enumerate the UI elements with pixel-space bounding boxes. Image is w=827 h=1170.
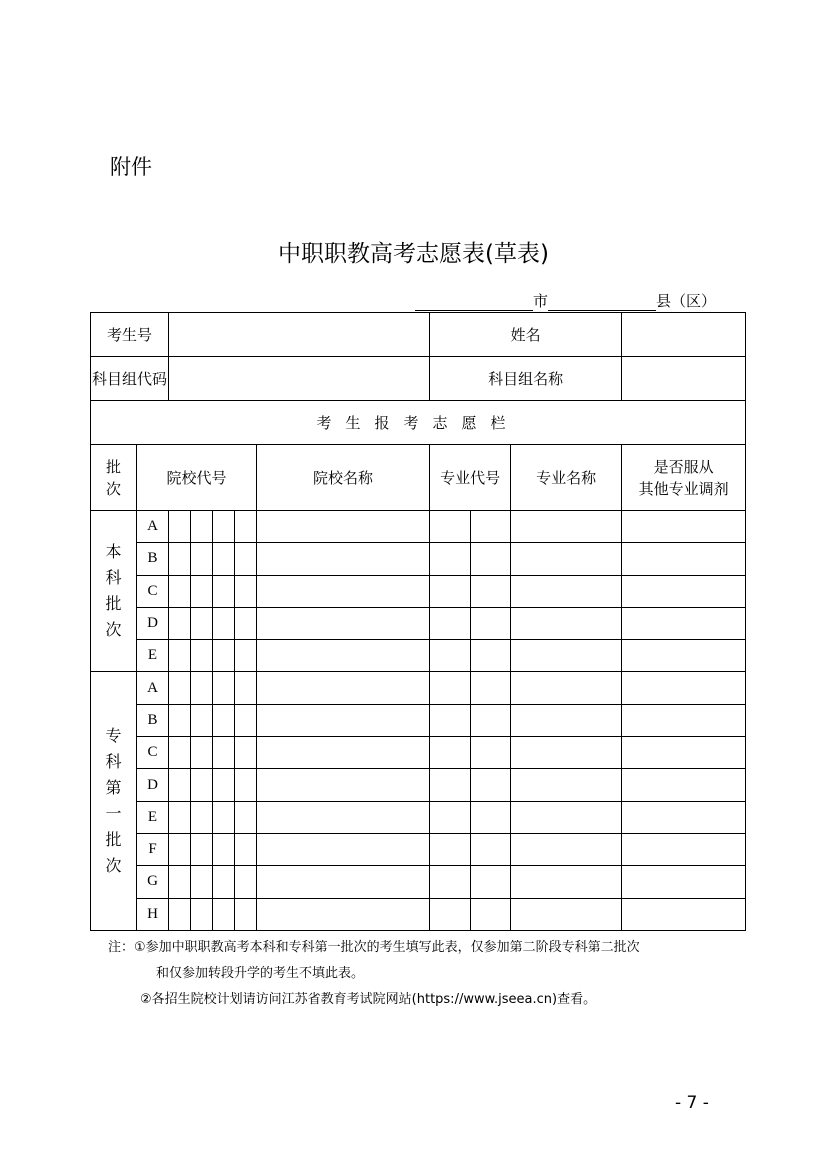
school-code-digit[interactable] <box>169 607 191 639</box>
adjust-header-line2: 其他专业调剂 <box>638 479 729 498</box>
major-name-cell[interactable] <box>511 737 622 769</box>
major-name-cell[interactable] <box>511 833 622 865</box>
school-code-digit[interactable] <box>213 737 235 769</box>
major-code-digit[interactable] <box>430 737 471 769</box>
note-line-1: 注：①参加中职职教高考本科和专科第一批次的考生填写此表，仅参加第二阶段专科第二批次 <box>108 940 640 955</box>
school-code-digit[interactable] <box>235 801 257 833</box>
batch-row <box>91 898 746 930</box>
major-name-header: 专业名称 <box>511 445 622 511</box>
choice-letter: C <box>137 575 169 607</box>
school-code-digit[interactable] <box>213 704 235 736</box>
major-name-cell[interactable] <box>511 640 622 672</box>
batch-row <box>91 672 746 704</box>
note-line-2: 和仅参加转段升学的考生不填此表。 <box>156 966 365 981</box>
school-code-digit[interactable] <box>235 704 257 736</box>
school-code-digit[interactable] <box>191 704 213 736</box>
school-code-digit[interactable] <box>169 898 191 930</box>
school-code-digit[interactable] <box>191 833 213 865</box>
school-name-cell[interactable] <box>257 607 430 639</box>
major-name-cell[interactable] <box>511 575 622 607</box>
subject-group-code-label: 科目组代码 <box>91 357 169 401</box>
major-code-digit[interactable] <box>430 672 471 704</box>
subject-group-name-field[interactable] <box>622 357 746 401</box>
school-code-digit[interactable] <box>191 769 213 801</box>
major-code-digit[interactable] <box>430 640 471 672</box>
school-name-cell[interactable] <box>257 801 430 833</box>
school-code-digit[interactable] <box>191 511 213 543</box>
school-code-digit[interactable] <box>191 672 213 704</box>
school-code-digit[interactable] <box>213 575 235 607</box>
notes <box>108 935 640 1013</box>
school-code-digit[interactable] <box>169 543 191 575</box>
school-code-digit[interactable] <box>235 543 257 575</box>
school-code-digit[interactable] <box>191 898 213 930</box>
batch-label: 本科批次 <box>91 511 137 672</box>
major-code-digit[interactable] <box>471 607 511 639</box>
choice-letter: H <box>137 898 169 930</box>
school-code-digit[interactable] <box>235 672 257 704</box>
major-code-digit[interactable] <box>430 833 471 865</box>
adjust-cell[interactable] <box>622 866 746 898</box>
school-code-digit[interactable] <box>169 737 191 769</box>
major-code-digit[interactable] <box>430 575 471 607</box>
major-code-digit[interactable] <box>430 511 471 543</box>
major-code-digit[interactable] <box>471 640 511 672</box>
school-code-digit[interactable] <box>169 801 191 833</box>
school-name-cell[interactable] <box>257 640 430 672</box>
batch-row <box>91 607 746 639</box>
school-code-digit[interactable] <box>235 607 257 639</box>
form-title: 中职职教高考志愿表(草表) <box>278 241 549 267</box>
exam-number-label: 考生号 <box>91 313 169 357</box>
school-code-digit[interactable] <box>213 866 235 898</box>
school-name-cell[interactable] <box>257 866 430 898</box>
name-label: 姓名 <box>430 313 622 357</box>
county-suffix: 县（区） <box>656 292 717 310</box>
adjust-cell[interactable] <box>622 575 746 607</box>
school-code-digit[interactable] <box>169 672 191 704</box>
application-form-table <box>90 312 746 931</box>
adjust-cell[interactable] <box>622 898 746 930</box>
region-line <box>415 290 716 311</box>
column-header-row <box>91 445 746 511</box>
major-code-digit[interactable] <box>430 704 471 736</box>
school-name-cell[interactable] <box>257 543 430 575</box>
batch-row <box>91 866 746 898</box>
major-code-digit[interactable] <box>471 672 511 704</box>
major-code-digit[interactable] <box>430 543 471 575</box>
school-code-digit[interactable] <box>169 640 191 672</box>
major-code-digit[interactable] <box>471 801 511 833</box>
exam-number-field[interactable] <box>169 313 430 357</box>
adjust-header-line1: 是否服从 <box>653 457 714 476</box>
school-code-digit[interactable] <box>191 607 213 639</box>
school-code-digit[interactable] <box>213 511 235 543</box>
major-code-header: 专业代号 <box>430 445 511 511</box>
batch-label: 专科第一批次 <box>91 672 137 930</box>
choice-letter: A <box>137 511 169 543</box>
major-code-digit[interactable] <box>430 801 471 833</box>
adjust-cell[interactable] <box>622 511 746 543</box>
school-code-digit[interactable] <box>213 640 235 672</box>
school-code-digit[interactable] <box>213 833 235 865</box>
batch-row <box>91 769 746 801</box>
school-code-digit[interactable] <box>235 640 257 672</box>
city-suffix: 市 <box>533 292 549 310</box>
choice-letter: E <box>137 640 169 672</box>
school-code-digit[interactable] <box>213 801 235 833</box>
school-name-cell[interactable] <box>257 833 430 865</box>
school-code-digit[interactable] <box>191 866 213 898</box>
major-code-digit[interactable] <box>471 511 511 543</box>
major-code-digit[interactable] <box>430 769 471 801</box>
batch-row <box>91 833 746 865</box>
county-blank[interactable] <box>548 294 656 311</box>
batch-row <box>91 575 746 607</box>
school-name-cell[interactable] <box>257 575 430 607</box>
adjust-cell[interactable] <box>622 543 746 575</box>
school-code-digit[interactable] <box>213 607 235 639</box>
subject-group-code-field[interactable] <box>169 357 430 401</box>
school-code-digit[interactable] <box>235 511 257 543</box>
adjust-cell[interactable] <box>622 737 746 769</box>
school-code-digit[interactable] <box>169 833 191 865</box>
school-code-digit[interactable] <box>235 866 257 898</box>
major-name-cell[interactable] <box>511 704 622 736</box>
adjust-cell[interactable] <box>622 607 746 639</box>
major-code-digit[interactable] <box>430 607 471 639</box>
batch-row <box>91 640 746 672</box>
adjust-cell[interactable] <box>622 640 746 672</box>
school-code-header: 院校代号 <box>137 445 257 511</box>
school-name-cell[interactable] <box>257 672 430 704</box>
major-code-digit[interactable] <box>471 575 511 607</box>
choice-letter: C <box>137 737 169 769</box>
note-line-3: ②各招生院校计划请访问江苏省教育考试院网站(https://www.jseea.cn)查看。 <box>140 992 597 1007</box>
choice-letter: A <box>137 672 169 704</box>
school-code-digit[interactable] <box>169 769 191 801</box>
page-number: - 7 - <box>675 1093 709 1113</box>
school-code-digit[interactable] <box>213 672 235 704</box>
choice-letter: G <box>137 866 169 898</box>
school-code-digit[interactable] <box>191 737 213 769</box>
school-code-digit[interactable] <box>235 737 257 769</box>
school-code-digit[interactable] <box>169 575 191 607</box>
subject-group-name-label: 科目组名称 <box>430 357 622 401</box>
adjust-header <box>622 445 746 511</box>
school-code-digit[interactable] <box>169 511 191 543</box>
school-code-digit[interactable] <box>169 704 191 736</box>
adjust-cell[interactable] <box>622 769 746 801</box>
batch-row <box>91 801 746 833</box>
major-name-cell[interactable] <box>511 801 622 833</box>
attachment-label: 附件 <box>110 155 152 179</box>
major-code-digit[interactable] <box>471 898 511 930</box>
school-name-cell[interactable] <box>257 769 430 801</box>
school-code-digit[interactable] <box>191 543 213 575</box>
choice-letter: E <box>137 801 169 833</box>
major-name-cell[interactable] <box>511 607 622 639</box>
choice-letter: B <box>137 543 169 575</box>
batch-row <box>91 737 746 769</box>
school-code-digit[interactable] <box>191 640 213 672</box>
name-field[interactable] <box>622 313 746 357</box>
major-code-digit[interactable] <box>471 704 511 736</box>
school-name-cell[interactable] <box>257 704 430 736</box>
city-blank[interactable] <box>415 294 533 311</box>
school-code-digit[interactable] <box>235 898 257 930</box>
school-code-digit[interactable] <box>235 833 257 865</box>
choice-letter: D <box>137 607 169 639</box>
school-code-digit[interactable] <box>213 543 235 575</box>
school-name-cell[interactable] <box>257 737 430 769</box>
school-code-digit[interactable] <box>213 898 235 930</box>
school-code-digit[interactable] <box>235 769 257 801</box>
school-name-header: 院校名称 <box>257 445 430 511</box>
school-code-digit[interactable] <box>191 801 213 833</box>
batch-row <box>91 704 746 736</box>
school-name-cell[interactable] <box>257 511 430 543</box>
major-name-cell[interactable] <box>511 672 622 704</box>
choice-letter: F <box>137 833 169 865</box>
major-code-digit[interactable] <box>471 833 511 865</box>
major-code-digit[interactable] <box>471 543 511 575</box>
section-title-row <box>91 401 746 445</box>
header-row-1 <box>91 313 746 357</box>
major-name-cell[interactable] <box>511 898 622 930</box>
choice-letter: B <box>137 704 169 736</box>
major-name-cell[interactable] <box>511 511 622 543</box>
major-code-digit[interactable] <box>471 737 511 769</box>
school-code-digit[interactable] <box>235 575 257 607</box>
major-name-cell[interactable] <box>511 543 622 575</box>
adjust-cell[interactable] <box>622 672 746 704</box>
adjust-cell[interactable] <box>622 704 746 736</box>
major-name-cell[interactable] <box>511 769 622 801</box>
major-name-cell[interactable] <box>511 866 622 898</box>
major-code-digit[interactable] <box>430 866 471 898</box>
adjust-cell[interactable] <box>622 801 746 833</box>
school-code-digit[interactable] <box>191 575 213 607</box>
school-code-digit[interactable] <box>169 866 191 898</box>
header-row-2 <box>91 357 746 401</box>
batch-header: 批次 <box>91 445 137 511</box>
school-name-cell[interactable] <box>257 898 430 930</box>
major-code-digit[interactable] <box>471 866 511 898</box>
major-code-digit[interactable] <box>430 898 471 930</box>
choice-letter: D <box>137 769 169 801</box>
adjust-cell[interactable] <box>622 833 746 865</box>
section-title: 考生报考志愿栏 <box>91 401 746 445</box>
batch-row <box>91 543 746 575</box>
batch-row <box>91 511 746 543</box>
school-code-digit[interactable] <box>213 769 235 801</box>
major-code-digit[interactable] <box>471 769 511 801</box>
